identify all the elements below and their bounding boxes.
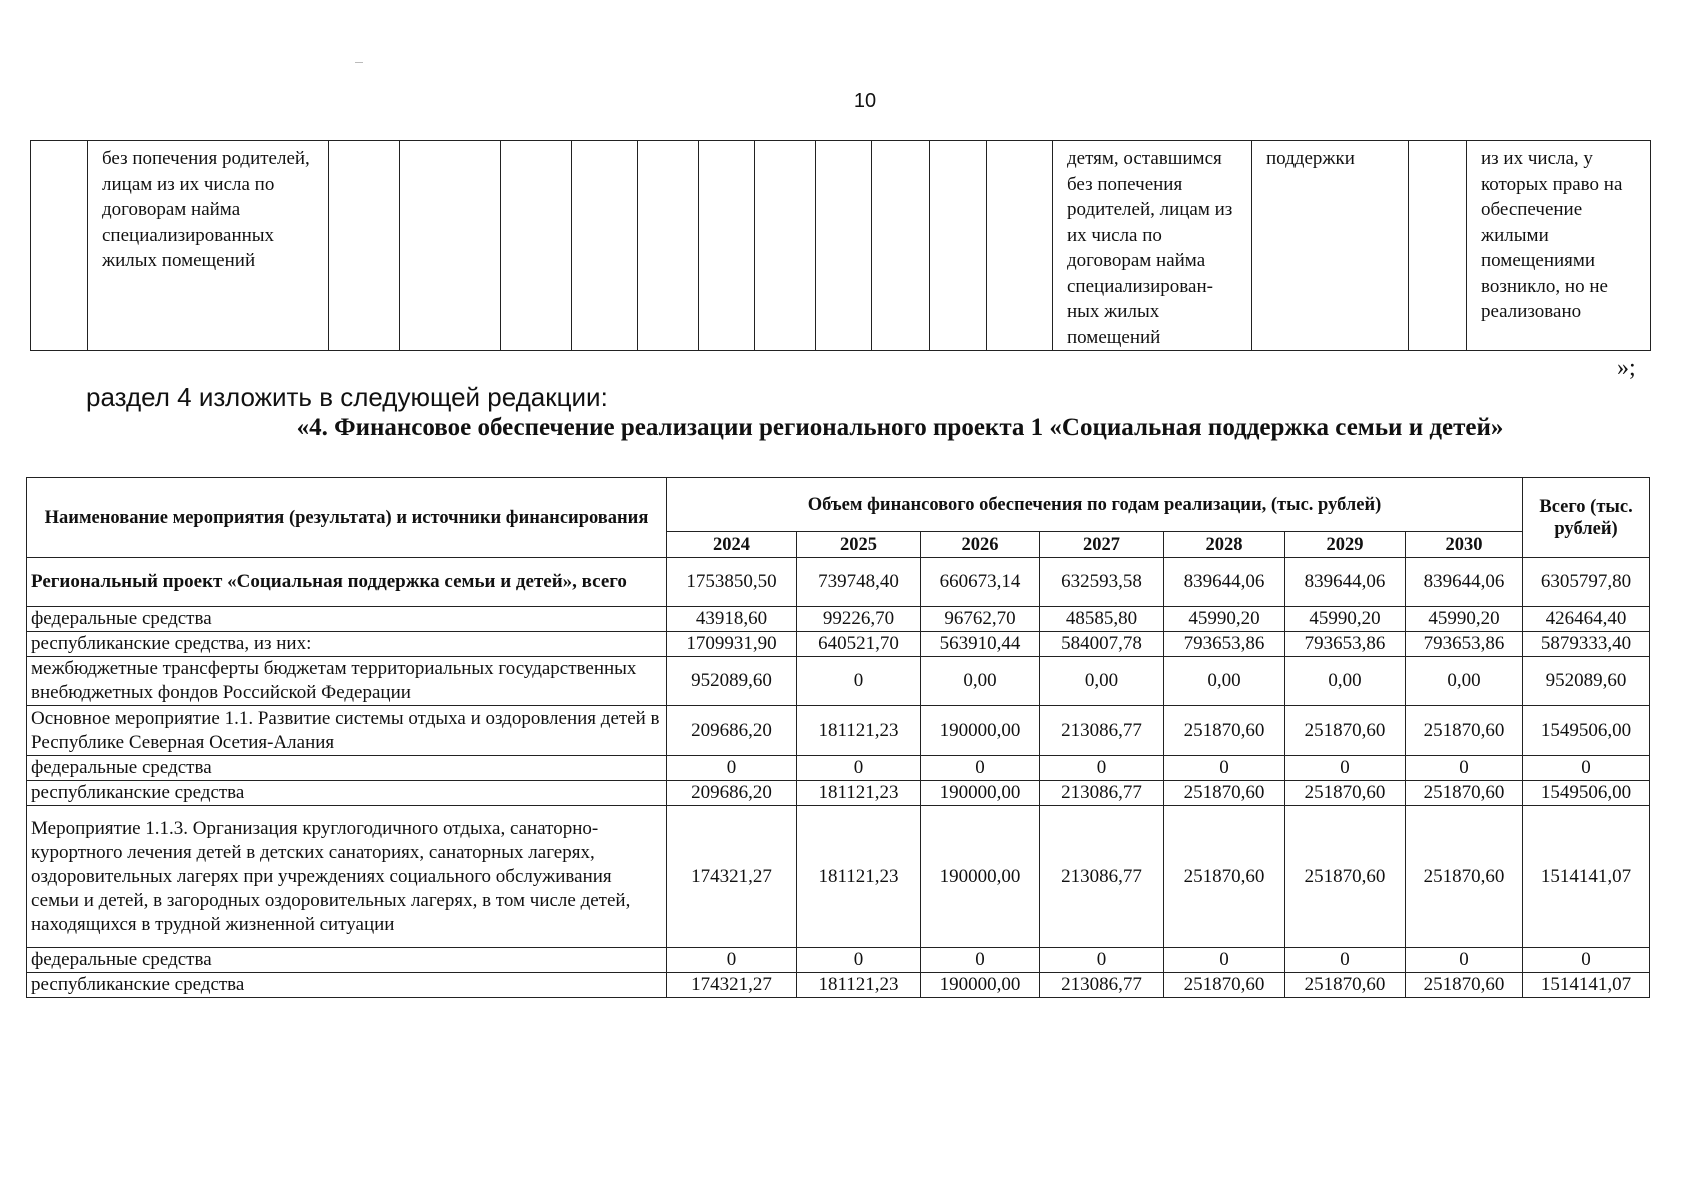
empty-cell bbox=[816, 141, 872, 351]
continuation-category-cell: из их числа, у которых право на обеспечение жилыми помещениями возникло, но не реализовано bbox=[1467, 141, 1651, 351]
row-year-value: 839644,06 bbox=[1164, 558, 1285, 607]
row-year-value: 181121,23 bbox=[797, 806, 921, 948]
row-year-value: 251870,60 bbox=[1406, 973, 1523, 998]
row-year-value: 0 bbox=[1040, 756, 1164, 781]
year-header: 2026 bbox=[921, 532, 1040, 558]
continuation-type-cell: поддержки bbox=[1252, 141, 1409, 351]
row-year-value: 181121,23 bbox=[797, 706, 921, 756]
row-total-value: 6305797,80 bbox=[1523, 558, 1650, 607]
row-name: межбюджетные трансферты бюджетам территориальных государственных внебюджетных фондов Российской Федерации bbox=[27, 657, 667, 706]
row-year-value: 251870,60 bbox=[1164, 806, 1285, 948]
row-year-value: 0,00 bbox=[921, 657, 1040, 706]
row-year-value: 251870,60 bbox=[1406, 806, 1523, 948]
empty-cell bbox=[1409, 141, 1467, 351]
empty-cell bbox=[872, 141, 930, 351]
row-year-value: 213086,77 bbox=[1040, 806, 1164, 948]
row-total-value: 5879333,40 bbox=[1523, 632, 1650, 657]
row-year-value: 251870,60 bbox=[1285, 706, 1406, 756]
header-name-col: Наименование мероприятия (результата) и источники финансирования bbox=[27, 478, 667, 558]
row-name: Мероприятие 1.1.3. Организация круглогодичного отдыха, санаторно-курортного лечения детей в детских санаториях, санаторных лагерях, оздоровительных лагерях при учреждениях социального обслуживания семьи и детей, в загородных оздоровительных лагерях, в том числе детей, находящихся в трудной жизненной ситуации bbox=[27, 806, 667, 948]
row-name: республиканские средства, из них: bbox=[27, 632, 667, 657]
finance-row bbox=[27, 973, 1650, 998]
empty-cell bbox=[638, 141, 699, 351]
header-volume-col: Объем финансового обеспечения по годам реализации, (тыс. рублей) bbox=[667, 478, 1523, 532]
finance-header-row bbox=[27, 478, 1650, 532]
row-year-value: 251870,60 bbox=[1164, 706, 1285, 756]
row-year-value: 209686,20 bbox=[667, 781, 797, 806]
row-year-value: 0 bbox=[1164, 948, 1285, 973]
row-year-value: 1753850,50 bbox=[667, 558, 797, 607]
empty-cell bbox=[755, 141, 816, 351]
year-header: 2029 bbox=[1285, 532, 1406, 558]
row-year-value: 0 bbox=[797, 756, 921, 781]
continuation-recipient-cell: детям, оставшимся без попечения родителей, лицам из их числа по договорам найма специализирован-ных жилых помещений bbox=[1053, 141, 1252, 351]
row-year-value: 251870,60 bbox=[1164, 973, 1285, 998]
row-year-value: 213086,77 bbox=[1040, 706, 1164, 756]
row-year-value: 739748,40 bbox=[797, 558, 921, 607]
row-year-value: 0,00 bbox=[1164, 657, 1285, 706]
header-total-col: Всего (тыс. рублей) bbox=[1523, 478, 1650, 558]
finance-table-body bbox=[27, 558, 1650, 998]
empty-cell bbox=[329, 141, 400, 351]
row-year-value: 190000,00 bbox=[921, 806, 1040, 948]
row-total-value: 0 bbox=[1523, 756, 1650, 781]
row-year-value: 0 bbox=[797, 657, 921, 706]
finance-row bbox=[27, 806, 1650, 948]
row-year-value: 563910,44 bbox=[921, 632, 1040, 657]
finance-row bbox=[27, 781, 1650, 806]
row-name: республиканские средства bbox=[27, 973, 667, 998]
row-year-value: 660673,14 bbox=[921, 558, 1040, 607]
year-header: 2027 bbox=[1040, 532, 1164, 558]
row-year-value: 99226,70 bbox=[797, 607, 921, 632]
row-year-value: 45990,20 bbox=[1406, 607, 1523, 632]
finance-row bbox=[27, 657, 1650, 706]
row-name: федеральные средства bbox=[27, 756, 667, 781]
row-name: федеральные средства bbox=[27, 948, 667, 973]
continuation-name-cell: без попечения родителей, лицам из их числа по договорам найма специализированных жилых помещений bbox=[88, 141, 329, 351]
row-year-value: 1709931,90 bbox=[667, 632, 797, 657]
row-name: Основное мероприятие 1.1. Развитие системы отдыха и оздоровления детей в Республике Северная Осетия-Алания bbox=[27, 706, 667, 756]
row-name: Региональный проект «Социальная поддержка семьи и детей», всего bbox=[27, 558, 667, 607]
finance-row bbox=[27, 558, 1650, 607]
row-year-value: 251870,60 bbox=[1164, 781, 1285, 806]
row-year-value: 0 bbox=[1285, 948, 1406, 973]
continuation-table bbox=[30, 140, 1651, 351]
row-year-value: 0 bbox=[1285, 756, 1406, 781]
row-total-value: 1514141,07 bbox=[1523, 973, 1650, 998]
row-year-value: 251870,60 bbox=[1285, 781, 1406, 806]
row-year-value: 45990,20 bbox=[1285, 607, 1406, 632]
row-year-value: 0 bbox=[1164, 756, 1285, 781]
empty-cell bbox=[699, 141, 755, 351]
row-year-value: 213086,77 bbox=[1040, 781, 1164, 806]
row-year-value: 96762,70 bbox=[921, 607, 1040, 632]
row-year-value: 0,00 bbox=[1285, 657, 1406, 706]
row-year-value: 0 bbox=[921, 948, 1040, 973]
row-year-value: 213086,77 bbox=[1040, 973, 1164, 998]
row-year-value: 793653,86 bbox=[1285, 632, 1406, 657]
finance-row bbox=[27, 607, 1650, 632]
page-number: 10 bbox=[853, 90, 877, 112]
row-name: федеральные средства bbox=[27, 607, 667, 632]
continuation-row bbox=[31, 141, 1651, 351]
finance-row bbox=[27, 948, 1650, 973]
row-year-value: 0 bbox=[1040, 948, 1164, 973]
empty-cell bbox=[930, 141, 987, 351]
row-year-value: 174321,27 bbox=[667, 973, 797, 998]
row-year-value: 0,00 bbox=[1406, 657, 1523, 706]
intro-text: раздел 4 изложить в следующей редакции: bbox=[86, 382, 608, 412]
row-year-value: 0 bbox=[797, 948, 921, 973]
row-total-value: 952089,60 bbox=[1523, 657, 1650, 706]
row-year-value: 0,00 bbox=[1040, 657, 1164, 706]
row-year-value: 174321,27 bbox=[667, 806, 797, 948]
row-year-value: 45990,20 bbox=[1164, 607, 1285, 632]
row-year-value: 0 bbox=[667, 948, 797, 973]
year-header: 2028 bbox=[1164, 532, 1285, 558]
row-year-value: 839644,06 bbox=[1406, 558, 1523, 607]
row-year-value: 839644,06 bbox=[1285, 558, 1406, 607]
scan-artifact bbox=[355, 62, 363, 63]
finance-row bbox=[27, 756, 1650, 781]
row-total-value: 1514141,07 bbox=[1523, 806, 1650, 948]
closing-quote: »; bbox=[1617, 355, 1636, 381]
row-year-value: 793653,86 bbox=[1406, 632, 1523, 657]
row-year-value: 251870,60 bbox=[1406, 781, 1523, 806]
empty-cell bbox=[572, 141, 638, 351]
row-year-value: 0 bbox=[1406, 756, 1523, 781]
row-year-value: 952089,60 bbox=[667, 657, 797, 706]
row-year-value: 209686,20 bbox=[667, 706, 797, 756]
empty-cell bbox=[31, 141, 88, 351]
empty-cell bbox=[501, 141, 572, 351]
row-year-value: 251870,60 bbox=[1285, 973, 1406, 998]
year-header: 2030 bbox=[1406, 532, 1523, 558]
row-year-value: 793653,86 bbox=[1164, 632, 1285, 657]
row-year-value: 0 bbox=[667, 756, 797, 781]
finance-table bbox=[26, 477, 1650, 998]
row-year-value: 0 bbox=[1406, 948, 1523, 973]
year-header: 2024 bbox=[667, 532, 797, 558]
row-year-value: 640521,70 bbox=[797, 632, 921, 657]
row-year-value: 181121,23 bbox=[797, 973, 921, 998]
row-year-value: 632593,58 bbox=[1040, 558, 1164, 607]
row-total-value: 0 bbox=[1523, 948, 1650, 973]
row-year-value: 584007,78 bbox=[1040, 632, 1164, 657]
empty-cell bbox=[400, 141, 501, 351]
row-year-value: 0 bbox=[921, 756, 1040, 781]
section-title: «4. Финансовое обеспечение реализации регионального проекта 1 «Социальная поддержка семьи и детей» bbox=[296, 414, 1504, 441]
row-year-value: 48585,80 bbox=[1040, 607, 1164, 632]
row-year-value: 251870,60 bbox=[1285, 806, 1406, 948]
row-year-value: 43918,60 bbox=[667, 607, 797, 632]
row-year-value: 190000,00 bbox=[921, 973, 1040, 998]
finance-row bbox=[27, 706, 1650, 756]
row-total-value: 1549506,00 bbox=[1523, 781, 1650, 806]
row-total-value: 1549506,00 bbox=[1523, 706, 1650, 756]
row-year-value: 181121,23 bbox=[797, 781, 921, 806]
empty-cell bbox=[987, 141, 1053, 351]
row-year-value: 251870,60 bbox=[1406, 706, 1523, 756]
year-header: 2025 bbox=[797, 532, 921, 558]
row-total-value: 426464,40 bbox=[1523, 607, 1650, 632]
row-name: республиканские средства bbox=[27, 781, 667, 806]
finance-row bbox=[27, 632, 1650, 657]
row-year-value: 190000,00 bbox=[921, 781, 1040, 806]
row-year-value: 190000,00 bbox=[921, 706, 1040, 756]
